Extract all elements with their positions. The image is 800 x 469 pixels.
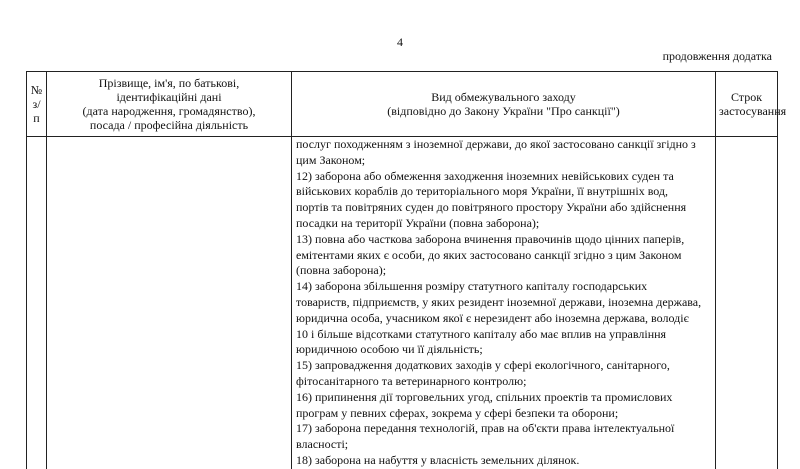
sanction-text-line: програм у певних сферах, зокрема у сфері безпеки та оборони; bbox=[296, 405, 619, 420]
sanction-text-line: 17) заборона передання технологій, прав на об'єкти права інтелектуальної bbox=[296, 421, 675, 436]
sanction-text-line: 16) припинення дії торговельних угод, спільних проектів та промислових bbox=[296, 389, 673, 404]
sanction-text-line: юридична особа, учасником якої є нерезидент або іноземна держава, володіє bbox=[296, 310, 689, 325]
sanction-text-line: військових кораблів до територіального моря України, її внутрішніх вод, bbox=[296, 184, 669, 199]
sanction-text-line: товариств, підприємств, у яких резидент іноземної держави, іноземна держава, bbox=[296, 294, 702, 309]
sanction-text-line: 12) заборона або обмеження заходження іноземних невійськових суден та bbox=[296, 168, 674, 183]
table-header-row bbox=[27, 72, 778, 137]
header-term-line: Строк bbox=[730, 90, 763, 104]
header-measure-line: (відповідно до Закону України "Про санкції") bbox=[387, 104, 620, 118]
sanction-text-line: цим Законом; bbox=[296, 152, 366, 167]
header-person-line: (дата народження, громадянство), bbox=[82, 104, 256, 118]
sanction-text-line: 14) заборона збільшення розміру статутного капіталу господарських bbox=[296, 279, 648, 294]
cell-term bbox=[716, 137, 778, 469]
sanction-text-line: юридичною особою чи її діяльність; bbox=[296, 342, 483, 357]
header-person-line: Прізвище, ім'я, по батькові, bbox=[98, 76, 240, 90]
sanction-text-line: послуг походженням з іноземної держави, до якої застосовано санкції згідно з bbox=[296, 137, 696, 151]
header-person-line: ідентифікаційні дані bbox=[116, 90, 222, 104]
sanction-text-line: (повна заборона); bbox=[296, 263, 387, 278]
header-term-line: застосування bbox=[719, 104, 787, 118]
sanction-text-line: фітосанітарного та ветеринарного контролю; bbox=[296, 373, 527, 388]
header-number-line: з/п bbox=[32, 97, 41, 125]
cell-person bbox=[47, 137, 292, 469]
header-person-line: посада / професійна діяльність bbox=[89, 118, 249, 132]
header-number bbox=[27, 72, 47, 137]
header-number-line: № bbox=[30, 83, 43, 97]
sanction-text-line: посадки на території України (повна заборона); bbox=[296, 215, 540, 230]
continuation-label: продовження додатка bbox=[662, 49, 772, 63]
sanction-text-line: 13) повна або часткова заборона вчинення правочинів щодо цінних паперів, bbox=[296, 231, 685, 246]
sanction-text-line: 15) запровадження додаткових заходів у сфері екологічного, санітарного, bbox=[296, 358, 670, 373]
header-measure bbox=[292, 72, 716, 137]
sanction-text-line: емітентами яких є особи, до яких застосовано санкції згідно з цим Законом bbox=[296, 247, 682, 262]
header-person bbox=[47, 72, 292, 137]
measure-lines bbox=[296, 137, 709, 469]
sanction-text-line: 10 і більше відсотками статутного капіталу або має вплив на управління bbox=[296, 326, 667, 341]
cell-measure bbox=[292, 137, 716, 469]
sanction-text-line: власності; bbox=[296, 437, 349, 452]
table-row bbox=[27, 137, 778, 469]
sanction-text-line: 18) заборона на набуття у власність земельних ділянок. bbox=[296, 452, 580, 467]
header-measure-line: Вид обмежувального заходу bbox=[431, 90, 576, 104]
page-number: 4 bbox=[397, 35, 403, 49]
sanction-text-line: портів та повітряних суден до повітряного простору України або здійснення bbox=[296, 200, 687, 215]
cell-number bbox=[27, 137, 47, 469]
header-term bbox=[716, 72, 787, 137]
sanctions-table bbox=[26, 71, 787, 469]
